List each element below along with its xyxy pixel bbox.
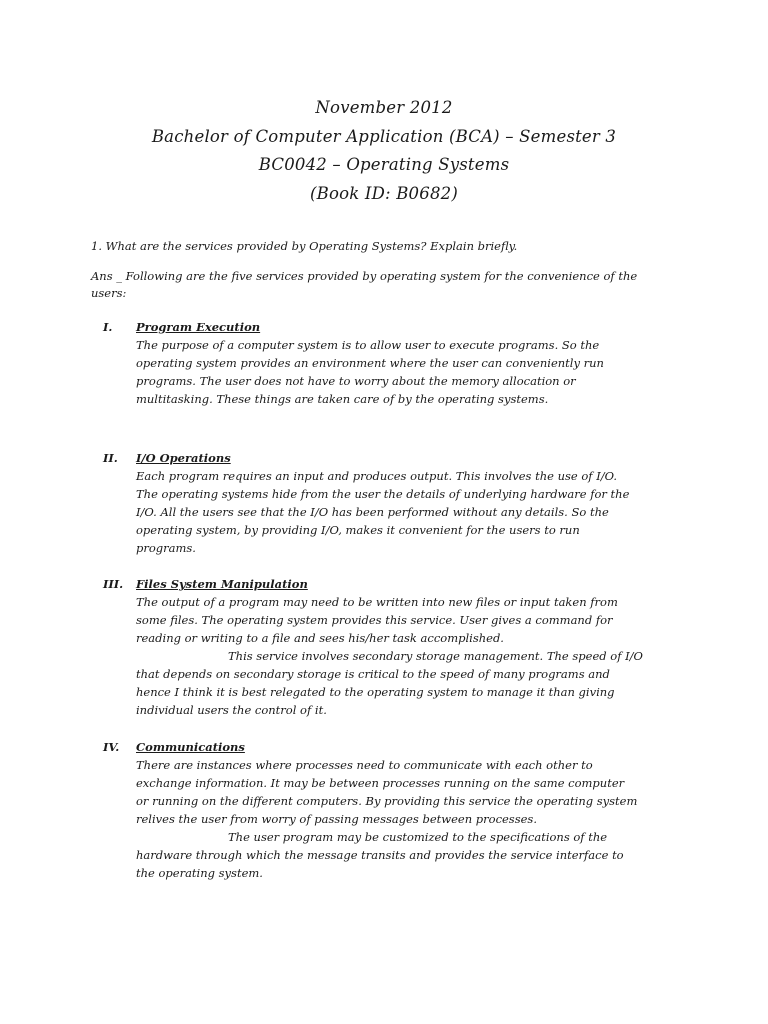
section-title: Files System Manipulation bbox=[136, 577, 308, 591]
section-line: exchange information. It may be between processes running on the same computer bbox=[136, 776, 625, 790]
section-body bbox=[136, 593, 696, 719]
section-line: programs. The user does not have to worry about the memory allocation or bbox=[136, 374, 576, 388]
section-line: hardware through which the message transits and provides the service interface to bbox=[136, 848, 624, 862]
section-line: multitasking. These things are taken care of by the operating systems. bbox=[136, 392, 549, 406]
document-header bbox=[0, 94, 768, 208]
section-line: individual users the control of it. bbox=[136, 703, 327, 717]
section-line: programs. bbox=[136, 541, 196, 555]
section-line: hence I think it is best relegated to the operating system to manage it than giving bbox=[136, 685, 615, 699]
section-line: The user program may be customized to the specifications of the bbox=[228, 830, 608, 844]
section-line: There are instances where processes need to communicate with each other to bbox=[136, 758, 593, 772]
section-title: Communications bbox=[136, 740, 245, 754]
section-body bbox=[136, 467, 696, 557]
question-text: 1. What are the services provided by Operating Systems? Explain briefly. bbox=[91, 239, 518, 253]
section-line: operating system, by providing I/O, makes it convenient for the users to run bbox=[136, 523, 580, 537]
section-line: I/O. All the users see that the I/O has been performed without any details. So the bbox=[136, 505, 609, 519]
section-line: The output of a program may need to be written into new files or input taken from bbox=[136, 595, 618, 609]
header-course: BC0042 – Operating Systems bbox=[258, 155, 510, 174]
section-line: that depends on secondary storage is critical to the speed of many programs and bbox=[136, 667, 610, 681]
header-program: Bachelor of Computer Application (BCA) – Semester 3 bbox=[151, 126, 617, 146]
section-body bbox=[136, 336, 696, 408]
answer-intro bbox=[91, 268, 691, 302]
header-book-id: (Book ID: B0682) bbox=[310, 183, 458, 203]
section-line: Each program requires an input and produces output. This involves the use of I/O. bbox=[136, 469, 618, 483]
section-number: II. bbox=[103, 451, 118, 465]
section-line: some files. The operating system provides this service. User gives a command for bbox=[136, 613, 613, 627]
section-line: the operating system. bbox=[136, 866, 263, 880]
header-date: November 2012 bbox=[315, 98, 453, 117]
answer-intro-line: users: bbox=[91, 286, 127, 300]
section-line: This service involves secondary storage management. The speed of I/O bbox=[228, 649, 643, 663]
answer-intro-line: Ans _ Following are the five services provided by operating system for the convenience of the bbox=[91, 269, 638, 283]
section-title: I/O Operations bbox=[136, 451, 231, 465]
section-number: IV. bbox=[103, 740, 120, 754]
section-line: or running on the different computers. By providing this service the operating system bbox=[136, 794, 638, 808]
section-line: relives the user from worry of passing messages between processes. bbox=[136, 812, 537, 826]
section-line: The purpose of a computer system is to allow user to execute programs. So the bbox=[136, 338, 600, 352]
section-line: The operating systems hide from the user the details of underlying hardware for the bbox=[136, 487, 630, 501]
section-line: operating system provides an environment where the user can conveniently run bbox=[136, 356, 604, 370]
section-number: III. bbox=[103, 577, 124, 591]
section-number: I. bbox=[103, 320, 113, 334]
section-body bbox=[136, 756, 696, 882]
section-line: reading or writing to a file and sees his/her task accomplished. bbox=[136, 631, 504, 645]
section-title: Program Execution bbox=[136, 320, 261, 334]
